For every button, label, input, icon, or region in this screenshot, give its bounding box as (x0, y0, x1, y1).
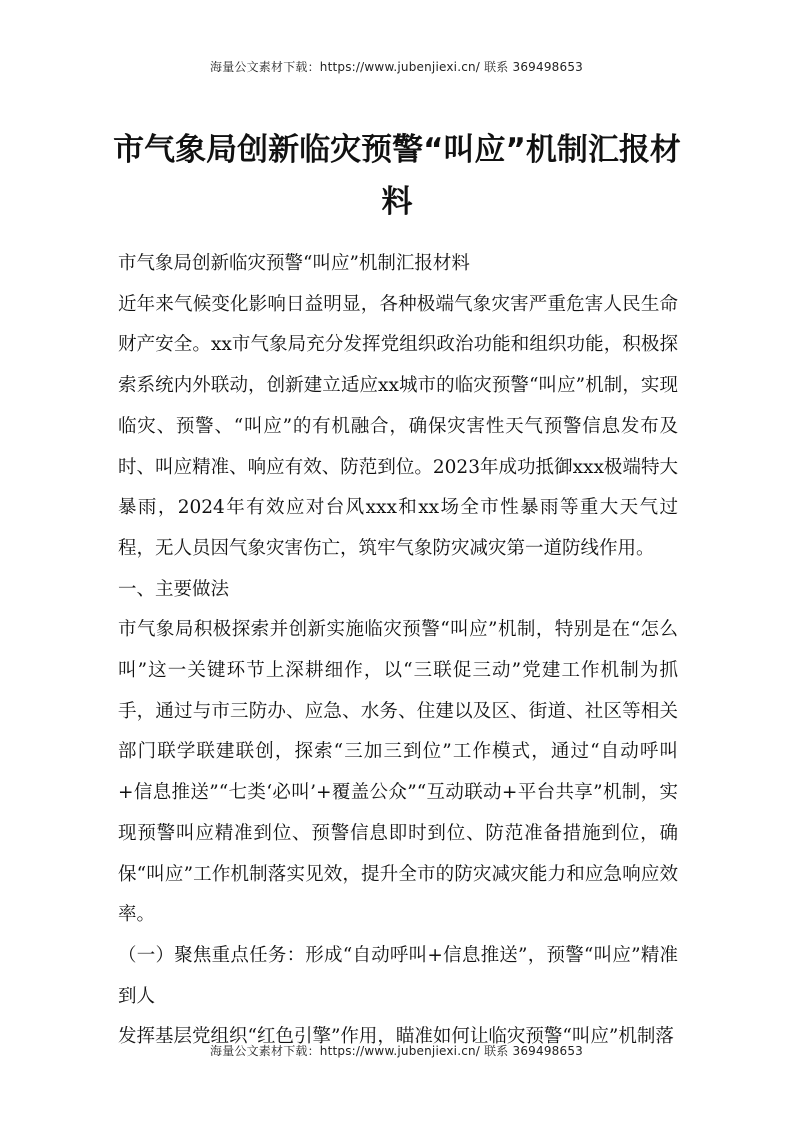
practice-paragraph: 市气象局积极探索并创新实施临灾预警“叫应”机制，特别是在“怎么叫”这一关键环节上深耕细作，以“三联促三动”党建工作机制为抓手，通过与市三防办、应急、水务、住建以及区、街道、社区等相关部门联学联建联创，探索“三加三到位”工作模式，通过“自动呼叫+信息推送”“七类‘必叫’+覆盖公众”“互动联动+平台共享”机制，实现预警叫应精准到位、预警信息即时到位、防范准备措施到位，确保“叫应”工作机制落实见效，提升全市的防灾减灾能力和应急响应效率。 (118, 619, 678, 926)
subsection-heading: （一）聚焦重点任务：形成“自动呼叫+信息推送”，预警“叫应”精准到人 (118, 944, 678, 1007)
page-footer: 海量公文素材下载：https://www.jubenjiexi.cn/ 联系 369498653 (210, 1044, 583, 1058)
subtitle-paragraph: 市气象局创新临灾预警“叫应”机制汇报材料 (118, 253, 470, 274)
document-body (118, 244, 678, 1058)
subsection-paragraph: 发挥基层党组织“红色引擎”作用，瞄准如何让临灾预警“叫应”机制落 (118, 1026, 674, 1048)
page-header: 海量公文素材下载：https://www.jubenjiexi.cn/ 联系 369498653 (210, 60, 583, 74)
section-heading: 一、主要做法 (118, 578, 230, 600)
intro-paragraph: 近年来气候变化影响日益明显，各种极端气象灾害严重危害人民生命财产安全。xx市气象局充分发挥党组织政治功能和组织功能，积极探索系统内外联动，创新建立适应xx城市的临灾预警“叫应”机制，实现临灾、预警、“叫应”的有机融合，确保灾害性天气预警信息发布及时、叫应精准、响应有效、防范到位。2023年成功抵御xxx极端特大暴雨，2024年有效应对台风xxx和xx场全市性暴雨等重大天气过程，无人员因气象灾害伤亡，筑牢气象防灾减灾第一道防线作用。 (118, 293, 678, 559)
document-title: 市气象局创新临灾预警“叫应”机制汇报材料 (113, 132, 681, 220)
